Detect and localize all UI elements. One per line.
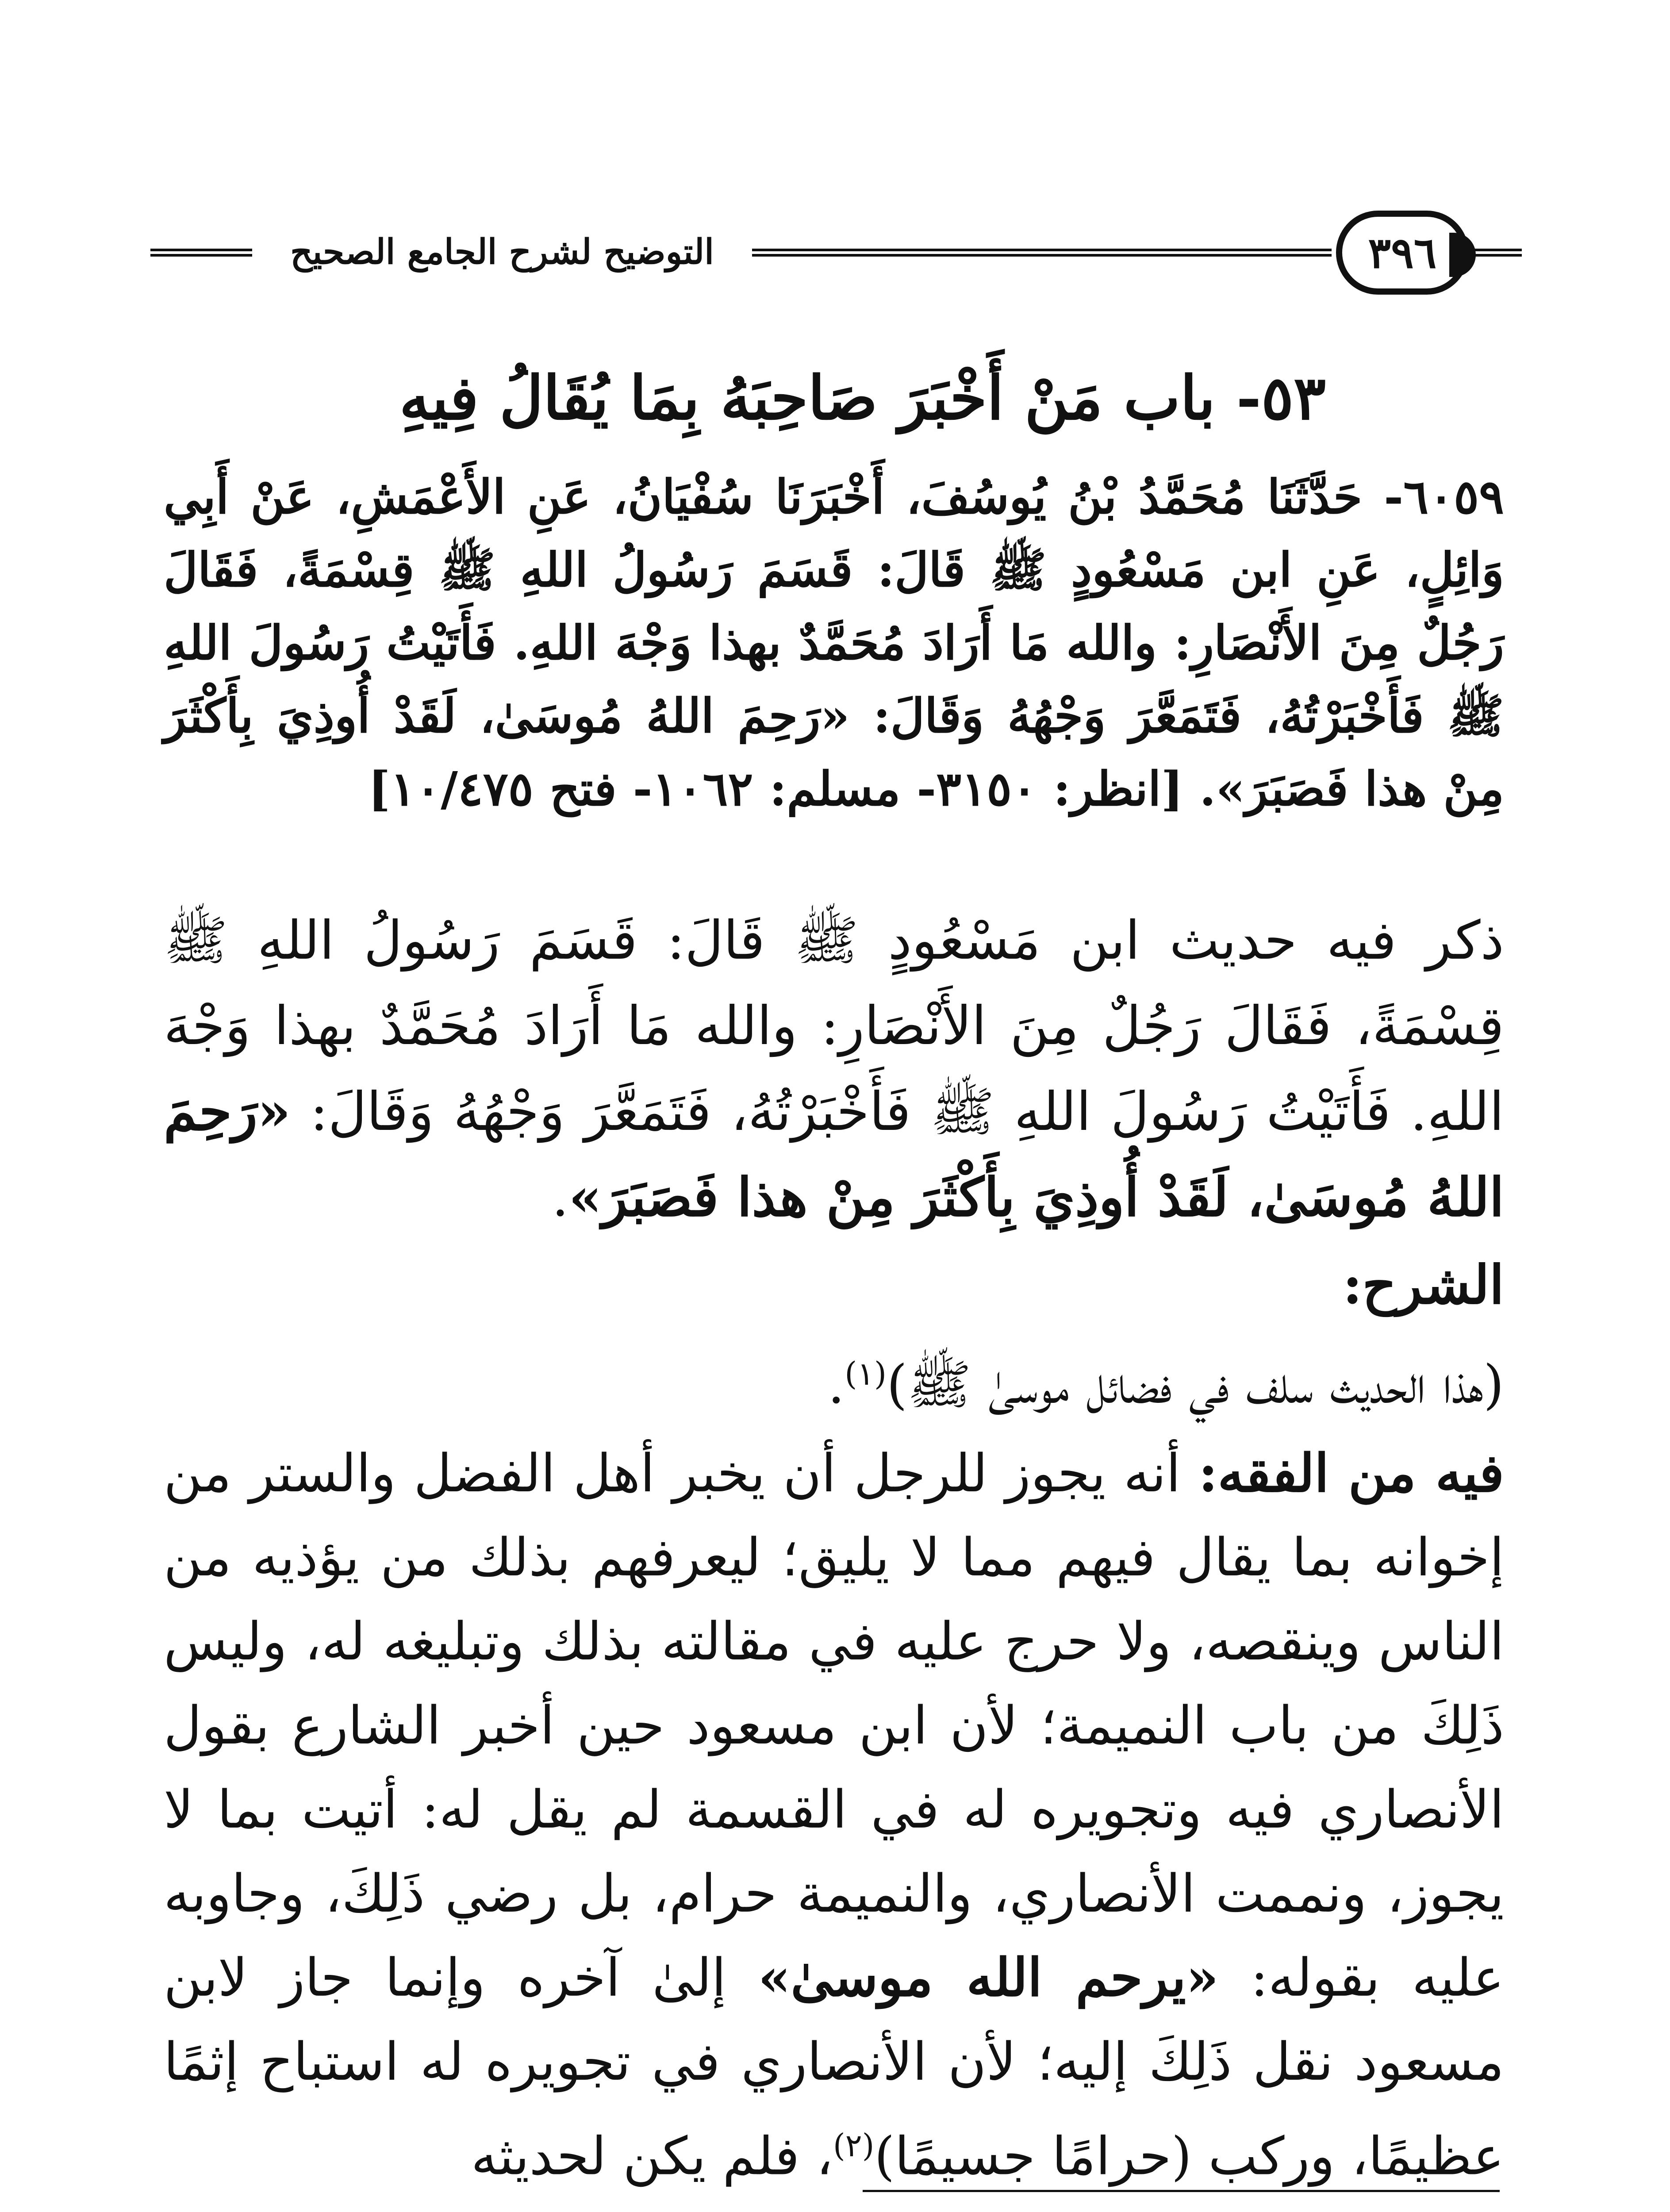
footnote-divider xyxy=(863,2190,1500,2192)
footnote-ref-2: (٢) xyxy=(833,2127,875,2164)
hadith-text: ٦٠٥٩- حَدَّثَنَا مُحَمَّدُ بْنُ يُوسُفَ، أَخْبَرَنَا سُفْيَانُ، عَنِ الأَعْمَشِ، عَنْ أَبِي وَائِلٍ، عَنِ ابن مَسْعُودٍ ﷺ قَالَ: قَسَمَ رَسُولُ اللهِ ﷺ قِسْمَةً، فَقَالَ رَجُلٌ مِنَ الأَنْصَارِ: والله مَا أَرَادَ مُحَمَّدٌ بهذا وَجْهَ اللهِ. فَأَتَيْتُ رَسُولَ اللهِ ﷺ فَأَخْبَرْتُهُ، فَتَمَعَّرَ وَجْهُهُ وَقَالَ: «رَحِمَ اللهُ مُوسَىٰ، لَقَدْ أُوذِيَ بِأَكْثَرَ مِنْ هذا فَصَبَرَ». [انظر: ٣١٥٠- مسلم: ١٠٦٢- فتح ١٠/٤٧٥] xyxy=(164,469,1504,816)
body-part-2: إلىٰ آخره وإنما جاز لابن مسعود نقل ذَلِكَ إليه؛ لأن الأنصاري في تجويره له استباح إثمًا عظيمًا، وركب (حرامًا جسيمًا) xyxy=(164,1947,1504,2187)
body-quote: «يرحم الله موسىٰ» xyxy=(758,1947,1219,2008)
header-rule-right xyxy=(1460,249,1522,257)
page-number: ٣٩٦ xyxy=(1368,227,1437,278)
commentary-heading: الشرح: xyxy=(1343,1254,1504,1316)
footnote-ref-1: (١) xyxy=(845,1355,887,1392)
header-rule-middle xyxy=(752,249,1332,257)
commentary-reference-text: (هذا الحديث سلف في فضائل موسىٰ ﷺ) xyxy=(887,1354,1504,1416)
summary-end: . xyxy=(552,1167,569,1229)
commentary-reference-end: . xyxy=(828,1354,845,1416)
body-part-3: ، فلم يكن لحديثه xyxy=(471,2125,833,2187)
summary-intro: ذكر فيه حديث ابن مَسْعُودٍ ﷺ قَالَ: قَسَمَ رَسُولُ اللهِ ﷺ قِسْمَةً، فَقَالَ رَجُلٌ مِنَ الأَنْصَارِ: والله مَا أَرَادَ مُحَمَّدٌ بهذا وَجْهَ اللهِ. فَأَتَيْتُ رَسُولَ اللهِ ﷺ فَأَخْبَرْتُهُ، فَتَمَعَّرَ وَجْهُهُ وَقَالَ: xyxy=(164,910,1504,1143)
chapter-title: ٥٣- باب مَنْ أَخْبَرَ صَاحِبَهُ بِمَا يُقَالُ فِيهِ xyxy=(399,363,1326,434)
header-rule-left xyxy=(150,249,252,257)
page-number-badge xyxy=(1336,211,1469,295)
fiqh-lead: فيه من الفقه: xyxy=(1198,1442,1504,1504)
body-part-1: أنه يجوز للرجل أن يخبر أهل الفضل والستر من إخوانه بما يقال فيهم مما لا يليق؛ ليعرفهم بذلك من يؤذيه من الناس وينقصه، ولا حرج عليه في مقالته بذلك وتبليغه له، وليس ذَلِكَ من باب النميمة؛ لأن ابن مسعود حين أخبر الشارع بقول الأنصاري فيه وتجويره له في القسمة لم يقل له: أتيت بما لا يجوز، ونممت الأنصاري، والنميمة حرام، بل رضي ذَلِكَ، وجاوبه عليه بقوله: xyxy=(164,1443,1505,2008)
summary-quote: «رَحِمَ اللهُ مُوسَىٰ، لَقَدْ أُوذِيَ بِأَكْثَرَ مِنْ هذا فَصَبَرَ» xyxy=(164,1080,1504,1229)
hadith-summary xyxy=(164,898,1504,1240)
commentary-reference-line xyxy=(164,1332,1504,1416)
commentary-body xyxy=(164,1431,1504,2198)
page-header xyxy=(150,208,1522,314)
running-title: التوضيح لشرح الجامع الصحيح xyxy=(290,232,714,272)
